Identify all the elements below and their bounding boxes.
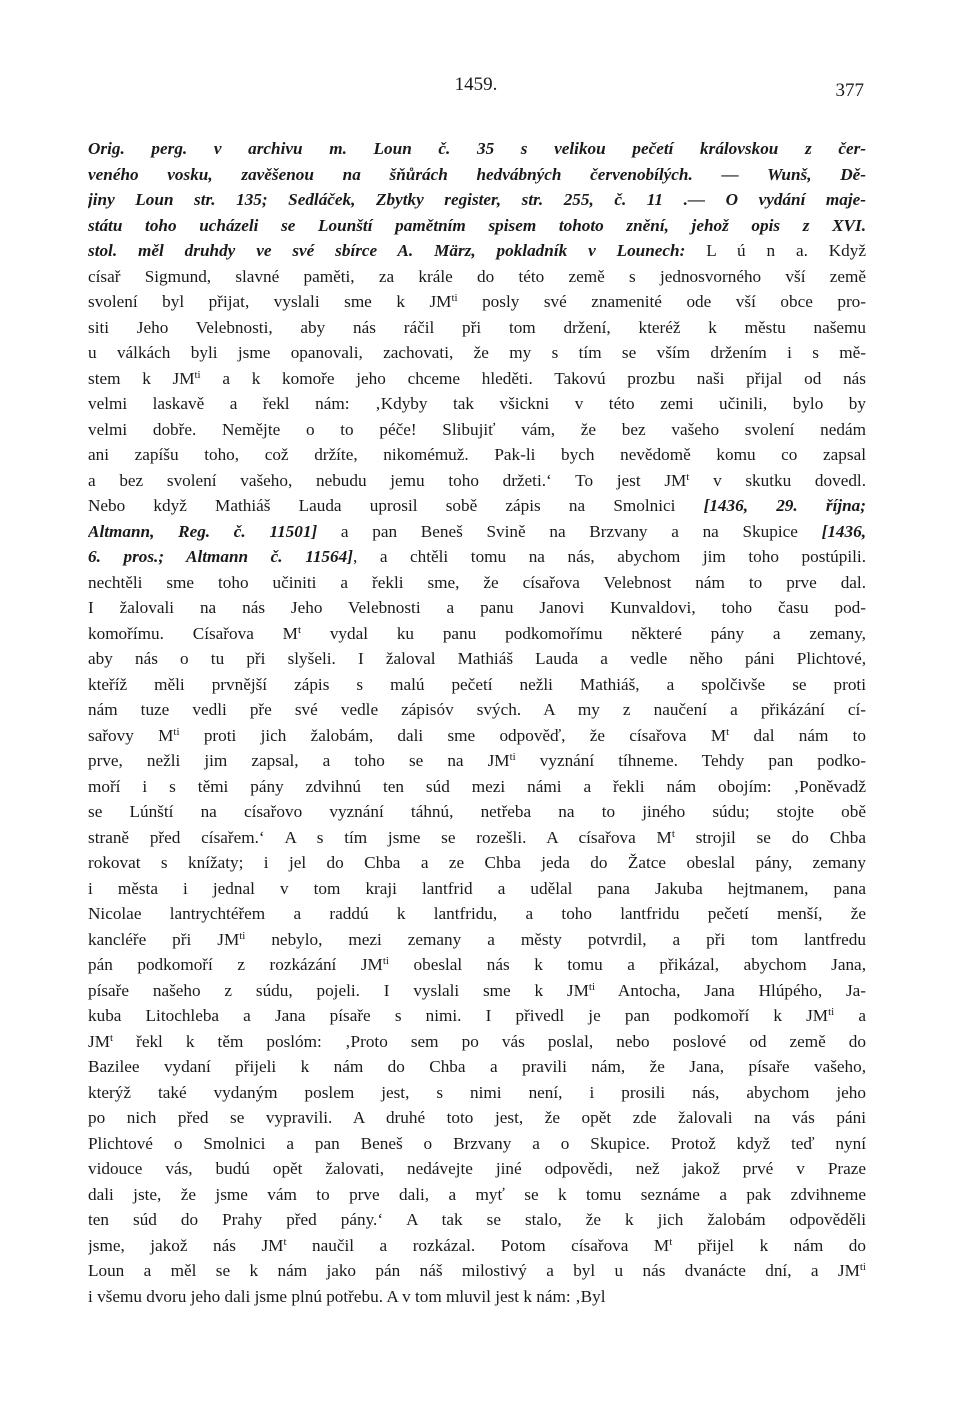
text-line	[88, 1105, 866, 1131]
superscript-abbrev: t	[686, 470, 690, 483]
text-segment: aby nás o tu při slyšeli. I žaloval Mathiáš Lauda a vedle něho páni Plichtové,	[88, 649, 866, 668]
text-segment: ten súd do Prahy před pány.‘ A tak se stalo, že k jich žalobám odpověděli	[88, 1210, 866, 1229]
text-segment: komořímu. Císařova M	[88, 623, 298, 643]
superscript-abbrev: ti	[828, 1006, 835, 1018]
text-line	[88, 799, 866, 825]
text-segment: i všemu dvoru jeho dali jsme plnú potřebu. A v tom mluvil jest k nám: ‚Byl	[88, 1286, 606, 1306]
text-line	[88, 952, 866, 978]
text-line	[88, 417, 866, 443]
text-line	[88, 366, 866, 392]
text-segment: vyznání tíhneme. Tehdy pan podko-	[515, 751, 866, 770]
text-segment: nechtěli sme toho učiniti a řekli sme, že císařova Velebnost nám to prve dal.	[88, 572, 866, 592]
text-line	[88, 927, 866, 953]
superscript-abbrev: t	[726, 725, 730, 738]
text-segment: naučil a rozkázal. Potom císařova M	[286, 1235, 670, 1255]
text-line	[88, 519, 866, 545]
text-segment: a pan Beneš Svině na Brzvany a na Skupice	[317, 521, 822, 541]
superscript-abbrev: ti	[588, 980, 596, 993]
text-line	[88, 1156, 866, 1182]
text-segment: moří i s těmi pány zdvihnú ten súd mezi námi a řekli nám obojím: ‚Poněvadž	[88, 776, 866, 796]
text-segment: obeslal nás k tomu a přikázal, abychom Jana,	[388, 955, 866, 974]
text-segment: po nich před se vypravili. A druhé toto jest, že opět zde žalovali na vás páni	[88, 1108, 866, 1127]
text-segment: císař Sigmund, slavné paměti, za krále do této země s jednosvorného vší země	[88, 266, 866, 286]
text-line	[88, 1054, 866, 1080]
superscript-abbrev: t	[671, 827, 675, 840]
text-line	[88, 697, 866, 723]
text-segment: straně před císařem.‘ A s tím jsme se rozešli. A císařova M	[88, 827, 672, 847]
text-segment: kancléře při JM	[88, 929, 240, 949]
text-segment: Loun a měl se k nám jako pán náš milostivý a byl u nás dvanácte dní, a JM	[88, 1261, 860, 1280]
text-segment: vydal ku panu podkomořímu některé pány a zemany,	[301, 623, 866, 643]
italic-citation: Altmann, Reg. č. 11501]	[88, 521, 318, 541]
superscript-abbrev: t	[669, 1235, 673, 1248]
text-segment: posly své znamenité ode vší obce pro-	[457, 292, 866, 311]
text-line	[88, 213, 866, 239]
superscript-abbrev: ti	[509, 751, 516, 763]
text-line	[88, 264, 866, 290]
text-line	[88, 1207, 866, 1233]
text-segment: ani zapíšu toho, což držíte, nikomémuž. Pak-li bych nevědomě komu co zapsal	[88, 445, 866, 464]
text-segment: a k komoře jeho chceme hleděti. Takovú prozbu naši přijal od nás	[200, 368, 866, 388]
text-segment: rokovat s knížaty; i jel do Chba a ze Chba jeda do Žatce obeslal pány, zemany	[88, 853, 866, 872]
text-line	[88, 315, 866, 341]
text-segment: i města i jednal v tom kraji lantfrid a udělal pana Jakuba hejtmanem, pana	[88, 878, 866, 898]
text-segment: siti Jeho Velebnosti, aby nás ráčil při tom držení, kteréž k městu našemu	[88, 317, 866, 337]
text-line	[88, 136, 866, 162]
superscript-abbrev: ti	[173, 725, 180, 738]
superscript-abbrev: ti	[239, 929, 246, 942]
page-number: 377	[835, 80, 864, 101]
text-segment: a	[834, 1006, 866, 1025]
text-line	[88, 570, 866, 596]
text-segment: Nicolae lantrychtéřem a raddú k lantfridu, a toho lantfridu pečetí menší, že	[88, 904, 866, 923]
text-segment: Bazilee vydaní přijeli k nám do Chba a pravili nám, že Jana, písaře vašeho,	[88, 1057, 866, 1076]
italic-citation: [1436,	[821, 521, 866, 541]
text-line	[88, 468, 866, 494]
text-line	[88, 978, 866, 1004]
text-segment: L ú n a. Když	[706, 241, 866, 260]
text-segment: kterýž také vydaným poslem jest, s nimi není, i prosili nás, abychom jeho	[88, 1082, 866, 1102]
text-segment: jsme, jakož nás JM	[88, 1235, 284, 1255]
text-line	[88, 1029, 866, 1055]
superscript-abbrev: ti	[382, 955, 389, 967]
text-line	[88, 289, 866, 315]
text-segment: se Lúnští na císařovo vyznání táhnú, netřeba na to jiného súdu; stojte obě	[88, 802, 866, 821]
text-line	[88, 748, 866, 774]
text-segment: stem k JM	[88, 368, 195, 388]
text-segment: dal nám to	[729, 725, 866, 745]
text-segment: řekl k těm poslóm: ‚Proto sem po vás poslal, nebo poslové od země do	[113, 1031, 866, 1051]
text-segment: nám tuze vedli pře své vedle zápisóv svých. A my z naučení a přikázání cí-	[88, 700, 866, 719]
text-segment: písaře našeho z súdu, pojeli. I vyslali sme k JM	[88, 980, 589, 1000]
text-segment: sařovy M	[88, 725, 174, 745]
page-header	[88, 74, 864, 106]
text-line	[88, 876, 866, 902]
text-line	[88, 774, 866, 800]
text-line	[88, 238, 866, 264]
superscript-abbrev: t	[297, 623, 301, 636]
superscript-abbrev: ti	[859, 1261, 866, 1273]
year-heading: 1459.	[454, 74, 498, 95]
text-segment: , a chtěli tomu na nás, abychom jim toho postúpili.	[352, 547, 866, 566]
text-segment: u válkách byli jsme opanovali, zachovati, že my s tím se vším držením i s mě-	[88, 343, 866, 362]
superscript-abbrev: ti	[451, 292, 458, 304]
superscript-abbrev: t	[283, 1235, 287, 1248]
text-segment: kteříž měli prvnější zápis s malú pečetí nežli Mathiáš, a spolčivše se proti	[88, 674, 866, 694]
text-segment: přijel k nám do	[672, 1235, 866, 1255]
superscript-abbrev: t	[109, 1031, 114, 1044]
text-line	[88, 340, 866, 366]
italic-citation: 6. pros.; Altmann č. 11564]	[88, 547, 353, 566]
text-line	[88, 493, 866, 519]
text-line	[88, 825, 866, 851]
text-segment: pán podkomoří z rozkázání JM	[88, 955, 383, 974]
text-line	[88, 1182, 866, 1208]
italic-citation: Orig. perg. v archivu m. Loun č. 35 s velikou pečetí královskou z čer-	[88, 139, 866, 158]
text-segment: dali jste, že jsme vám to prve dali, a myť se k tomu seznáme a pak zdvihneme	[88, 1184, 866, 1204]
text-segment: velmi dobře. Nemějte o to péče! Slibujiť vám, že bez vašeho svolení nedám	[88, 419, 866, 439]
text-segment: Antocha, Jana Hlúpého, Ja-	[595, 980, 866, 1000]
text-line	[88, 595, 866, 621]
text-segment: a bez svolení vašeho, nebudu jemu toho držeti.‘ To jest JM	[88, 470, 687, 490]
italic-citation: stol. měl druhdy ve své sbírce A. März, pokladník v Lounech:	[88, 241, 707, 260]
text-line	[88, 1131, 866, 1157]
text-segment: kuba Litochleba a Jana písaře s nimi. I přivedl je pan podkomoří k JM	[88, 1006, 829, 1025]
text-segment: velmi laskavě a řekl nám: ‚Kdyby tak všickni v této zemi učinili, bylo by	[88, 394, 866, 413]
text-line	[88, 162, 866, 188]
text-line	[88, 1258, 866, 1284]
text-segment: prve, nežli jim zapsal, a toho se na JM	[88, 751, 510, 770]
text-line	[88, 187, 866, 213]
text-segment: svolení byl přijat, vyslali sme k JM	[88, 292, 452, 311]
italic-citation: veného vosku, zavěšenou na šňůrách hedvábných červenobílých. — Wunš, Dě-	[88, 164, 866, 184]
text-line	[88, 544, 866, 570]
text-segment: Nebo když Mathiáš Lauda uprosil sobě zápis na Smolnici	[88, 496, 704, 515]
text-segment: strojil se do Chba	[674, 827, 866, 847]
text-segment: vidouce vás, budú opět žalovati, nedávejte jiné odpovědi, než jakož prvé v Praze	[88, 1159, 866, 1178]
superscript-abbrev: ti	[194, 368, 201, 381]
text-line	[88, 621, 866, 647]
text-segment: nebylo, mezi zemany a městy potvrdil, a při tom lantfredu	[245, 929, 866, 949]
italic-citation: státu toho ucházeli se Lounští pamětním spisem tohoto znění, jehož opis z XVI.	[88, 215, 866, 235]
italic-citation: jiny Loun str. 135; Sedláček, Zbytky register, str. 255, č. 11 .— O vydání maje-	[88, 190, 866, 209]
text-segment: v skutku dovedl.	[689, 470, 866, 490]
text-segment: Plichtové o Smolnici a pan Beneš o Brzvany a o Skupice. Protož když teď nyní	[88, 1133, 866, 1153]
text-line	[88, 850, 866, 876]
italic-citation: [1436, 29. října;	[703, 496, 866, 515]
text-segment: I žalovali na nás Jeho Velebnosti a panu Janovi Kunvaldovi, toho času pod-	[88, 598, 866, 617]
text-line	[88, 391, 866, 417]
text-line	[88, 901, 866, 927]
text-segment: proti jich žalobám, dali sme odpověď, že císařova M	[179, 725, 727, 745]
text-line	[88, 1284, 866, 1310]
text-line	[88, 1003, 866, 1029]
text-segment: JM	[88, 1031, 110, 1051]
text-line	[88, 1080, 866, 1106]
text-line	[88, 1233, 866, 1259]
text-line	[88, 646, 866, 672]
text-line	[88, 442, 866, 468]
text-line	[88, 672, 866, 698]
document-body	[88, 136, 866, 1309]
text-line	[88, 723, 866, 749]
